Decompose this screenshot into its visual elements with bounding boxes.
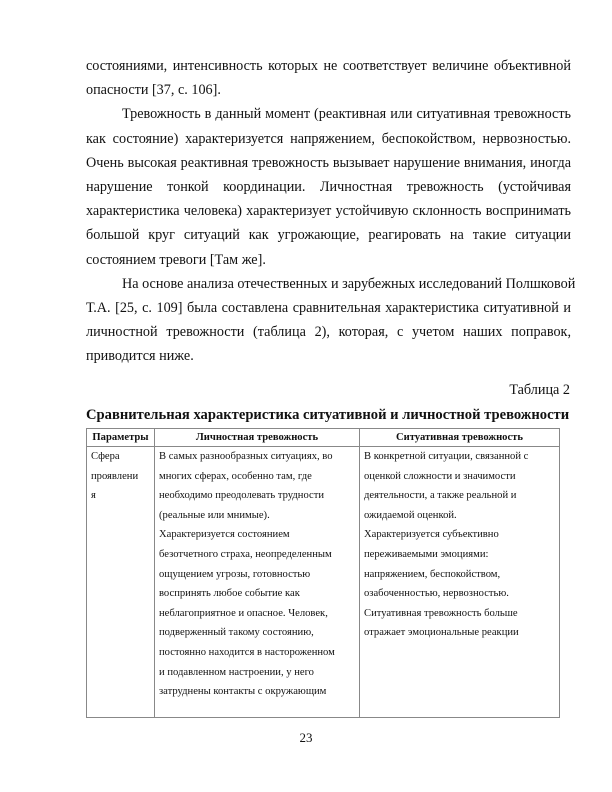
cell-situational <box>360 447 560 718</box>
cell-line: Сфера <box>91 451 120 462</box>
cell-personal <box>155 447 360 718</box>
cell-line: я <box>91 490 96 502</box>
text-line: нарушение тонкой координации. Личностная тревожность (устойчивая <box>86 179 571 195</box>
cell-line: и подавленном настроении, у него <box>159 666 314 678</box>
header-situational: Ситуативная тревожность <box>360 429 560 447</box>
header-personal: Личностная тревожность <box>155 429 360 447</box>
cell-line: деятельности, а также реальной и <box>364 490 517 502</box>
cell-line: подверженный такому состоянию, <box>159 627 314 639</box>
cell-line: Характеризуется субъективно <box>364 529 499 541</box>
cell-line: озабоченностью, нервозностью. <box>364 588 509 600</box>
text-line: как состояние) характеризуется напряжением, беспокойством, нервозностью. <box>86 130 571 147</box>
table-row <box>87 447 560 718</box>
table-title: Сравнительная характеристика ситуативной и личностной тревожности <box>86 407 570 423</box>
cell-line: напряжением, беспокойством, <box>364 568 501 580</box>
cell-line: В самых разнообразных ситуациях, во <box>159 451 333 462</box>
comparison-table <box>86 428 560 718</box>
cell-line: воспринять любое событие как <box>159 588 300 600</box>
cell-line: В конкретной ситуации, связанной с <box>364 451 529 462</box>
text-line: Очень высокая реактивная тревожность вызывает нарушение внимания, иногда <box>86 154 571 171</box>
table-caption: Таблица 2 <box>509 382 570 398</box>
cell-line: безотчетного страха, неопределенным <box>159 548 332 560</box>
text-line: состояниями, интенсивность которых не соответствует величине объективной <box>86 58 571 74</box>
text-line: приводится ниже. <box>86 348 194 365</box>
text-line: Тревожность в данный момент (реактивная или ситуативная тревожность <box>122 106 571 123</box>
cell-line: ощущением угрозы, готовностью <box>159 568 311 580</box>
cell-parameter <box>87 447 155 718</box>
text-line: На основе анализа отечественных и зарубежных исследований Полшковой <box>122 275 576 292</box>
text-line: Т.А. [25, с. 109] была составлена сравнительная характеристика ситуативной и <box>86 300 571 316</box>
header-parameters: Параметры <box>87 429 155 447</box>
cell-line: ожидаемой оценкой. <box>364 509 457 521</box>
page-number: 23 <box>299 730 313 745</box>
cell-line: отражает эмоциональные реакции <box>364 627 519 639</box>
cell-line: Ситуативная тревожность больше <box>364 607 518 619</box>
cell-line: проявлени <box>91 470 139 482</box>
cell-line: многих сферах, особенно там, где <box>159 470 312 482</box>
cell-line: переживаемыми эмоциями: <box>364 548 489 560</box>
text-line: характеристика человека) характеризует устойчивую склонность воспринимать <box>86 203 571 220</box>
table-header-row <box>87 429 560 447</box>
text-line: состоянием тревоги [Там же]. <box>86 251 266 268</box>
cell-line: неблагоприятное и опасное. Человек, <box>159 607 328 619</box>
cell-line: оценкой сложности и значимости <box>364 470 516 482</box>
text-line: большой круг ситуаций как угрожающие, реагировать на такие ситуации <box>86 227 571 244</box>
cell-line: (реальные или мнимые). <box>159 509 270 521</box>
text-line: опасности [37, с. 106]. <box>86 82 221 99</box>
text-line: личностной тревожности (таблица 2), которая, с учетом наших поправок, <box>86 324 571 341</box>
cell-line: Характеризуется состоянием <box>159 529 290 541</box>
cell-line: постоянно находится в настороженном <box>159 646 335 658</box>
cell-line: необходимо преодолевать трудности <box>159 490 325 502</box>
cell-line: затруднены контакты с окружающим <box>159 686 327 698</box>
